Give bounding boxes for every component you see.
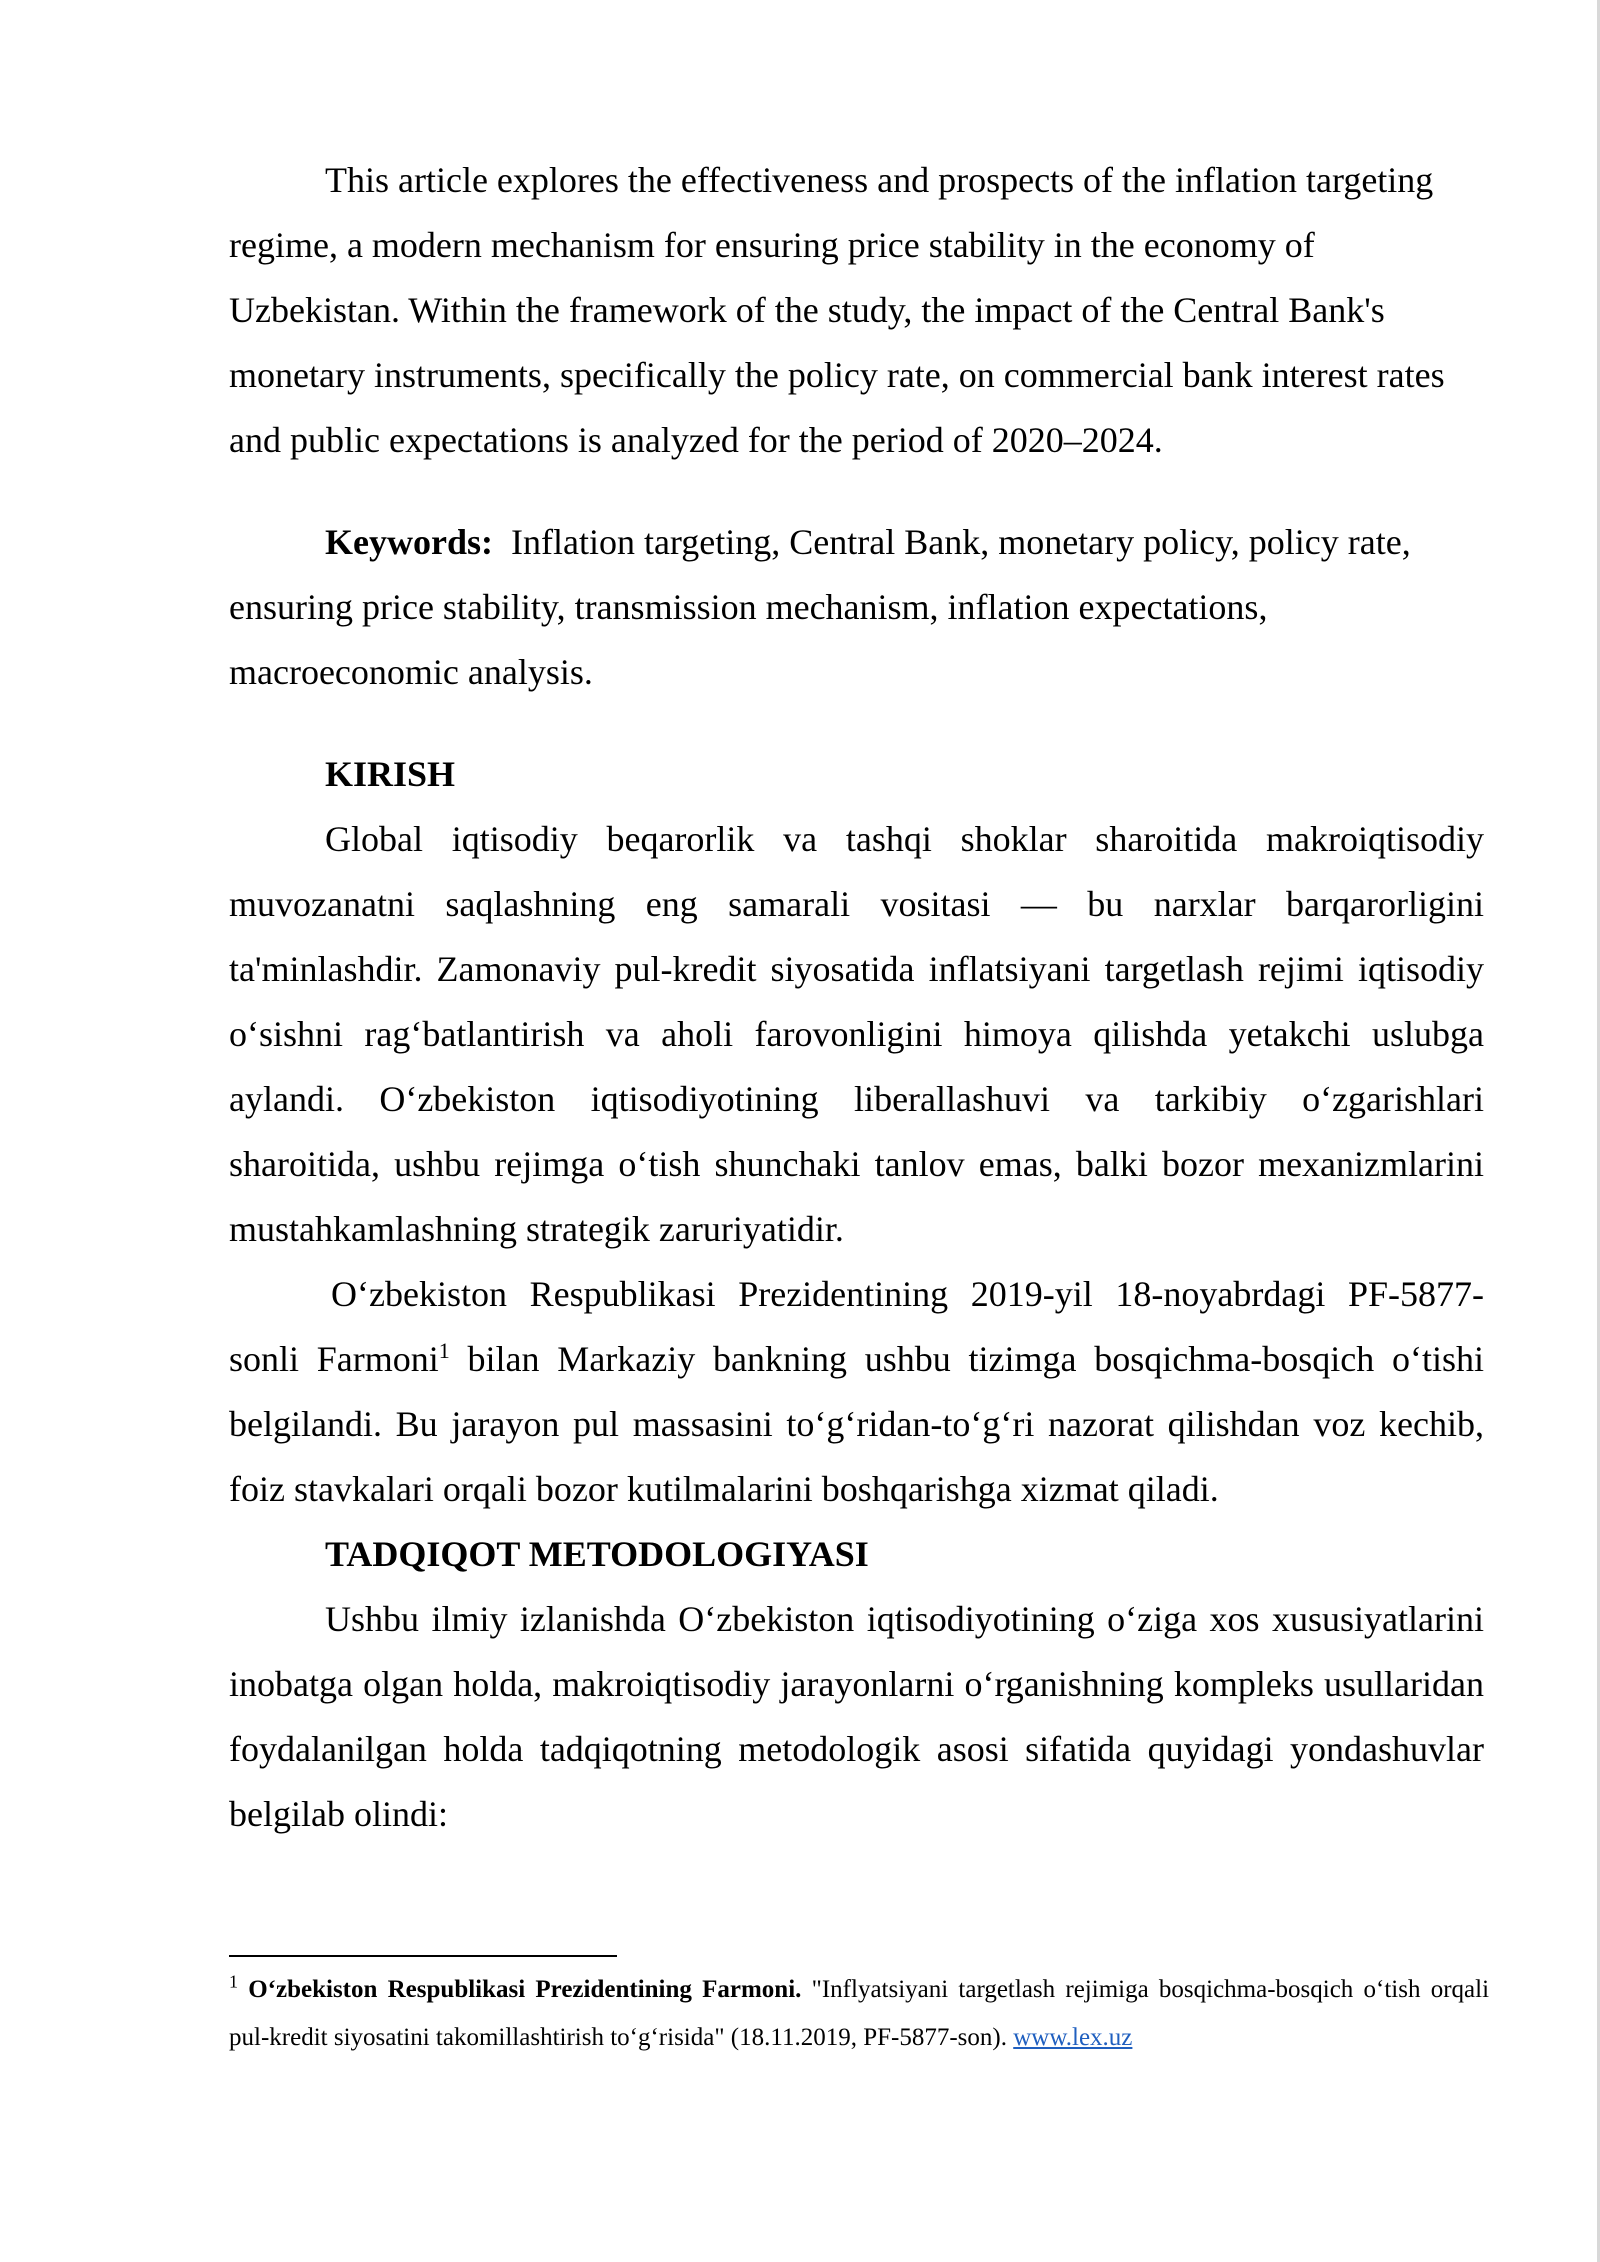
intro-heading: KIRISH [325, 754, 456, 794]
footnote-link[interactable]: www.lex.uz [1013, 2024, 1133, 2051]
footnote [229, 1966, 1489, 2062]
intro-paragraph-2-text-b: bilan Markaziy bankning ushbu tizimga bosqichma-bosqich o‘tishi belgilandi. Bu jarayon pul massasini to‘g‘ridan-to‘g‘ri nazorat qilishdan voz kechib, foiz stavkalari orqali bozor kutilmalarini boshqarishga xizmat qiladi. [229, 1339, 1484, 1509]
intro-paragraph-2-text-a: O‘zbekiston Respublikasi Prezidentining 2019-yil 18-noyabrdagi PF-5877-sonli Farmoni [229, 1274, 1484, 1379]
document-body [229, 148, 1484, 1847]
keywords-paragraph [229, 510, 1484, 705]
intro-paragraph-2 [229, 1262, 1484, 1522]
abstract-paragraph: This article explores the effectiveness and prospects of the inflation targeting regime, a modern mechanism for ensuring price stability in the economy of Uzbekistan. Within the framework of the study, the impact of the Central Bank's monetary instruments, specifically the policy rate, on commercial bank interest rates and public expectations is analyzed for the period of 2020–2024. [229, 160, 1445, 460]
footnote-text: "Inflyatsiyani targetlash rejimiga bosqichma-bosqich o‘tish orqali pul-kredit siyosatini takomillashtirish to‘g‘risida" (18.11.2019, PF-5877-son). [229, 1976, 1490, 2051]
footnote-separator [229, 1955, 617, 1957]
keywords-text: Inflation targeting, Central Bank, monetary policy, policy rate, ensuring price stability, transmission mechanism, inflation expectations, macroeconomic analysis. [229, 522, 1411, 692]
footnote-reference[interactable]: 1 [438, 1338, 450, 1363]
methodology-heading: TADQIQOT METODOLOGIYASI [325, 1534, 869, 1574]
methodology-paragraph: Ushbu ilmiy izlanishda O‘zbekiston iqtisodiyotining o‘ziga xos xususiyatlarini inobatga olgan holda, makroiqtisodiy jarayonlarni o‘rganishning kompleks usullaridan foydalanilgan holda tadqiqotning metodologik asosi sifatida quyidagi yondashuvlar belgilab olindi: [229, 1599, 1484, 1834]
keywords-label: Keywords: [325, 522, 493, 562]
footnote-source-title: O‘zbekiston Respublikasi Prezidentining Farmoni. [248, 1976, 802, 2003]
footnote-number: 1 [229, 1971, 238, 1992]
intro-paragraph-1: Global iqtisodiy beqarorlik va tashqi shoklar sharoitida makroiqtisodiy muvozanatni saqlashning eng samarali vositasi — bu narxlar barqarorligini ta'minlashdir. Zamonaviy pul-kredit siyosatida inflatsiyani targetlash rejimi iqtisodiy o‘sishni rag‘batlantirish va aholi farovonligini himoya qilishda yetakchi uslubga aylandi. O‘zbekiston iqtisodiyotining liberallashuvi va tarkibiy o‘zgarishlari sharoitida, ushbu rejimga o‘tish shunchaki tanlov emas, balki bozor mexanizmlarini mustahkamlashning strategik zaruriyatidir. [229, 819, 1484, 1249]
